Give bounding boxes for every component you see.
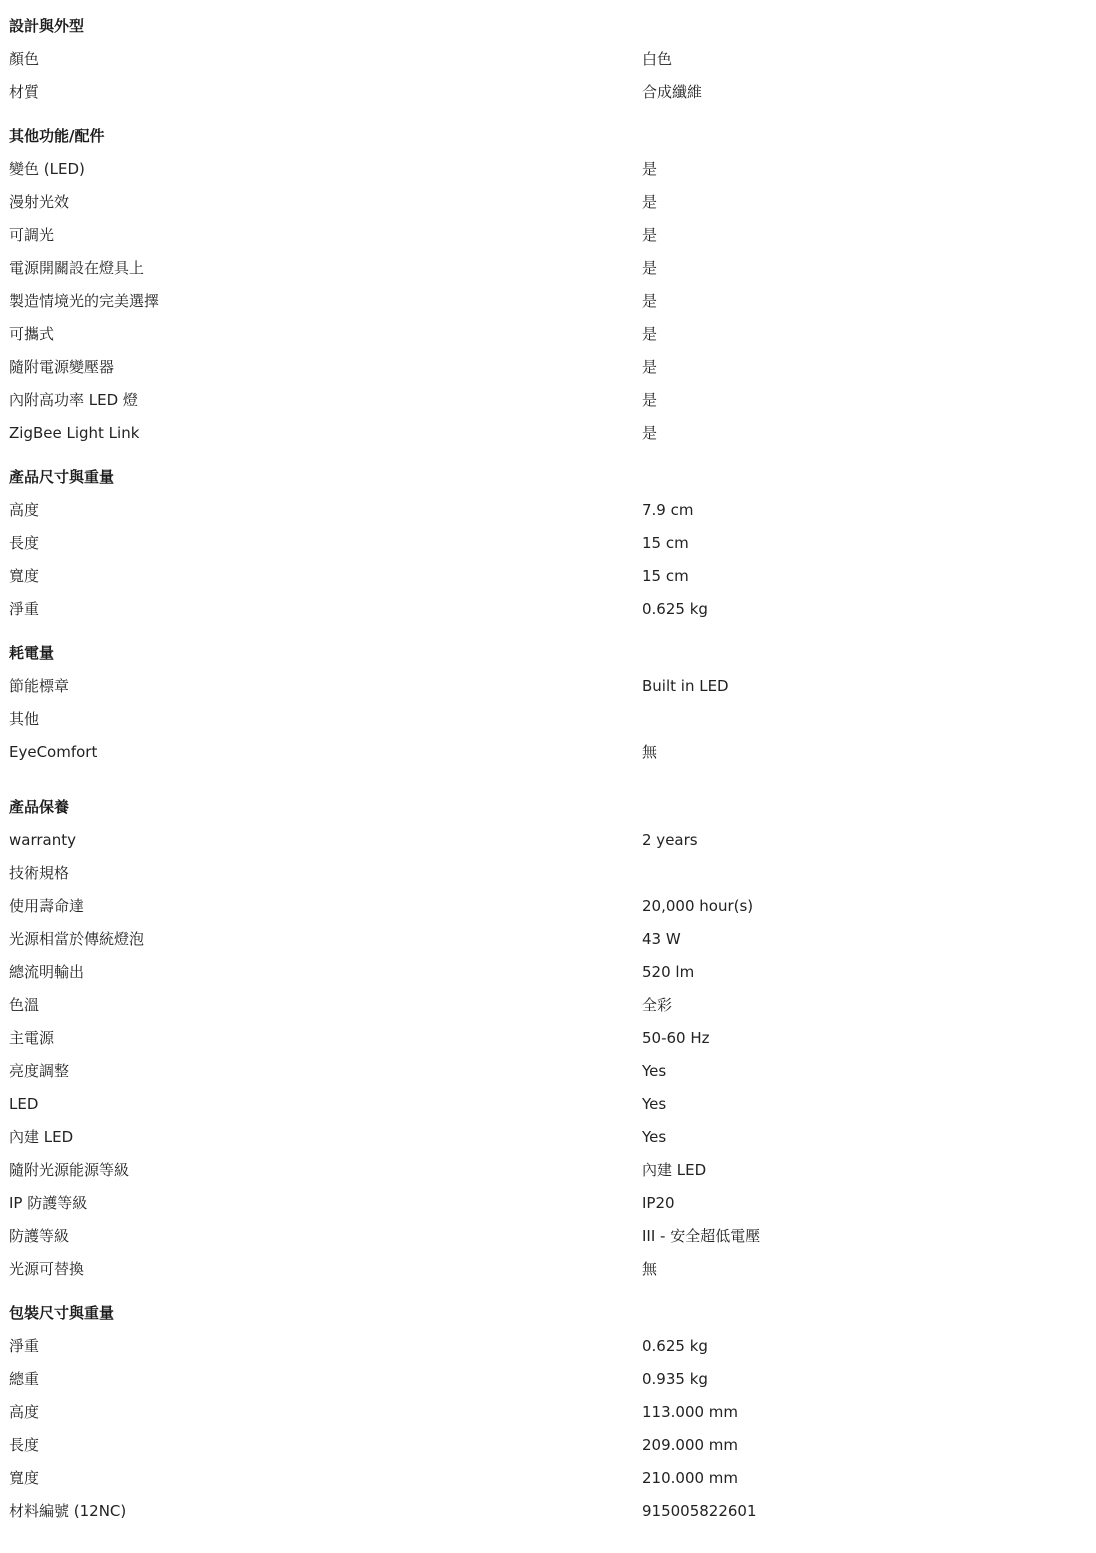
spec-label: 防護等級 xyxy=(9,1227,70,1245)
spec-label: 節能標章 xyxy=(9,677,70,695)
spec-value: 是 xyxy=(642,226,658,244)
spec-label: 材料編號 (12NC) xyxy=(9,1502,127,1520)
spec-value: IP20 xyxy=(642,1194,675,1212)
spec-row xyxy=(9,1253,1079,1286)
spec-label: 材質 xyxy=(9,83,40,101)
spec-label: EyeComfort xyxy=(9,743,98,761)
spec-value: Yes xyxy=(642,1095,667,1113)
spec-value: Yes xyxy=(642,1062,667,1080)
spec-row xyxy=(9,857,1079,890)
section-spacer xyxy=(9,450,1079,461)
spec-row xyxy=(9,494,1079,527)
spec-value: 合成纖維 xyxy=(642,83,703,101)
spec-label: 長度 xyxy=(9,534,40,552)
spec-value: 0.935 kg xyxy=(642,1370,708,1388)
spec-section xyxy=(9,791,1079,1286)
spec-row xyxy=(9,1088,1079,1121)
spec-label: 光源相當於傳統燈泡 xyxy=(9,930,145,948)
spec-value: 是 xyxy=(642,424,658,442)
spec-row xyxy=(9,1429,1079,1462)
spec-value: Yes xyxy=(642,1128,667,1146)
spec-value: III - 安全超低電壓 xyxy=(642,1227,761,1245)
spec-row xyxy=(9,1220,1079,1253)
spec-label: 內建 LED xyxy=(9,1128,74,1146)
spec-row xyxy=(9,43,1079,76)
spec-value: 20,000 hour(s) xyxy=(642,897,754,915)
spec-value: 是 xyxy=(642,160,658,178)
section-title: 產品保養 xyxy=(9,798,70,816)
section-spacer xyxy=(9,769,1079,791)
section-title: 設計與外型 xyxy=(9,17,85,35)
spec-label: 隨附光源能源等級 xyxy=(9,1161,130,1179)
spec-value: 113.000 mm xyxy=(642,1403,739,1421)
spec-value: 是 xyxy=(642,391,658,409)
spec-label: 可調光 xyxy=(9,226,55,244)
spec-section xyxy=(9,461,1079,626)
spec-label: 內附高功率 LED 燈 xyxy=(9,391,138,409)
spec-row xyxy=(9,1022,1079,1055)
spec-value: 15 cm xyxy=(642,567,689,585)
spec-label: ZigBee Light Link xyxy=(9,424,140,442)
spec-row xyxy=(9,527,1079,560)
spec-label: 色溫 xyxy=(9,996,40,1014)
spec-label: 顏色 xyxy=(9,50,40,68)
spec-value: 915005822601 xyxy=(642,1502,757,1520)
section-title: 包裝尺寸與重量 xyxy=(9,1304,115,1322)
spec-list xyxy=(9,10,1079,1528)
spec-label: 亮度調整 xyxy=(9,1062,70,1080)
spec-row xyxy=(9,1055,1079,1088)
spec-label: LED xyxy=(9,1095,39,1113)
spec-value: 15 cm xyxy=(642,534,689,552)
spec-label: 製造情境光的完美選擇 xyxy=(9,292,160,310)
spec-row xyxy=(9,923,1079,956)
spec-value: 50-60 Hz xyxy=(642,1029,710,1047)
spec-label: 主電源 xyxy=(9,1029,55,1047)
spec-row xyxy=(9,384,1079,417)
spec-row xyxy=(9,351,1079,384)
spec-row xyxy=(9,1396,1079,1429)
spec-row xyxy=(9,1187,1079,1220)
spec-section xyxy=(9,10,1079,109)
spec-row xyxy=(9,252,1079,285)
spec-row xyxy=(9,285,1079,318)
spec-row xyxy=(9,76,1079,109)
section-spacer xyxy=(9,109,1079,120)
spec-label: warranty xyxy=(9,831,76,849)
section-spacer xyxy=(9,626,1079,637)
spec-label: 變色 (LED) xyxy=(9,160,85,178)
spec-value: 無 xyxy=(642,1260,658,1278)
spec-value: 全彩 xyxy=(642,996,673,1014)
section-title: 其他功能/配件 xyxy=(9,127,105,145)
spec-label: 其他 xyxy=(9,710,40,728)
section-title: 產品尺寸與重量 xyxy=(9,468,115,486)
spec-value: 0.625 kg xyxy=(642,1337,708,1355)
spec-value: 是 xyxy=(642,358,658,376)
spec-value: 內建 LED xyxy=(642,1161,707,1179)
spec-label: 光源可替換 xyxy=(9,1260,85,1278)
section-spacer xyxy=(9,1286,1079,1297)
spec-row xyxy=(9,670,1079,703)
spec-row xyxy=(9,593,1079,626)
spec-section xyxy=(9,1297,1079,1528)
spec-label: 總流明輸出 xyxy=(9,963,85,981)
spec-row xyxy=(9,703,1079,736)
spec-label: 高度 xyxy=(9,501,40,519)
spec-label: 淨重 xyxy=(9,600,40,618)
spec-row xyxy=(9,560,1079,593)
spec-row xyxy=(9,824,1079,857)
spec-label: 寬度 xyxy=(9,1469,40,1487)
spec-label: 電源開關設在燈具上 xyxy=(9,259,145,277)
spec-value: 7.9 cm xyxy=(642,501,694,519)
spec-row xyxy=(9,736,1079,769)
spec-value: 是 xyxy=(642,193,658,211)
spec-value: 2 years xyxy=(642,831,698,849)
spec-label: 長度 xyxy=(9,1436,40,1454)
spec-value: 白色 xyxy=(642,50,673,68)
spec-value: 無 xyxy=(642,743,658,761)
spec-value: 43 W xyxy=(642,930,681,948)
spec-label: 寬度 xyxy=(9,567,40,585)
spec-value: 0.625 kg xyxy=(642,600,708,618)
spec-label: 淨重 xyxy=(9,1337,40,1355)
spec-label: 高度 xyxy=(9,1403,40,1421)
spec-row xyxy=(9,318,1079,351)
spec-row xyxy=(9,1121,1079,1154)
spec-row xyxy=(9,1154,1079,1187)
spec-section xyxy=(9,120,1079,450)
spec-row xyxy=(9,956,1079,989)
spec-label: 使用壽命達 xyxy=(9,897,85,915)
spec-value: 210.000 mm xyxy=(642,1469,739,1487)
spec-row xyxy=(9,417,1079,450)
spec-label: 總重 xyxy=(9,1370,40,1388)
spec-label: IP 防護等級 xyxy=(9,1194,88,1212)
spec-row xyxy=(9,219,1079,252)
spec-value: 是 xyxy=(642,325,658,343)
spec-value: 是 xyxy=(642,259,658,277)
section-title: 耗電量 xyxy=(9,644,55,662)
spec-row xyxy=(9,890,1079,923)
spec-row xyxy=(9,1330,1079,1363)
spec-row xyxy=(9,186,1079,219)
spec-value: 是 xyxy=(642,292,658,310)
spec-row xyxy=(9,1495,1079,1528)
spec-label: 技術規格 xyxy=(9,864,70,882)
spec-label: 隨附電源變壓器 xyxy=(9,358,115,376)
spec-value: 520 lm xyxy=(642,963,695,981)
spec-section xyxy=(9,637,1079,769)
spec-value: Built in LED xyxy=(642,677,729,695)
spec-row xyxy=(9,1363,1079,1396)
spec-row xyxy=(9,989,1079,1022)
spec-label: 可攜式 xyxy=(9,325,55,343)
spec-row xyxy=(9,1462,1079,1495)
spec-label: 漫射光效 xyxy=(9,193,70,211)
spec-value: 209.000 mm xyxy=(642,1436,739,1454)
spec-row xyxy=(9,153,1079,186)
